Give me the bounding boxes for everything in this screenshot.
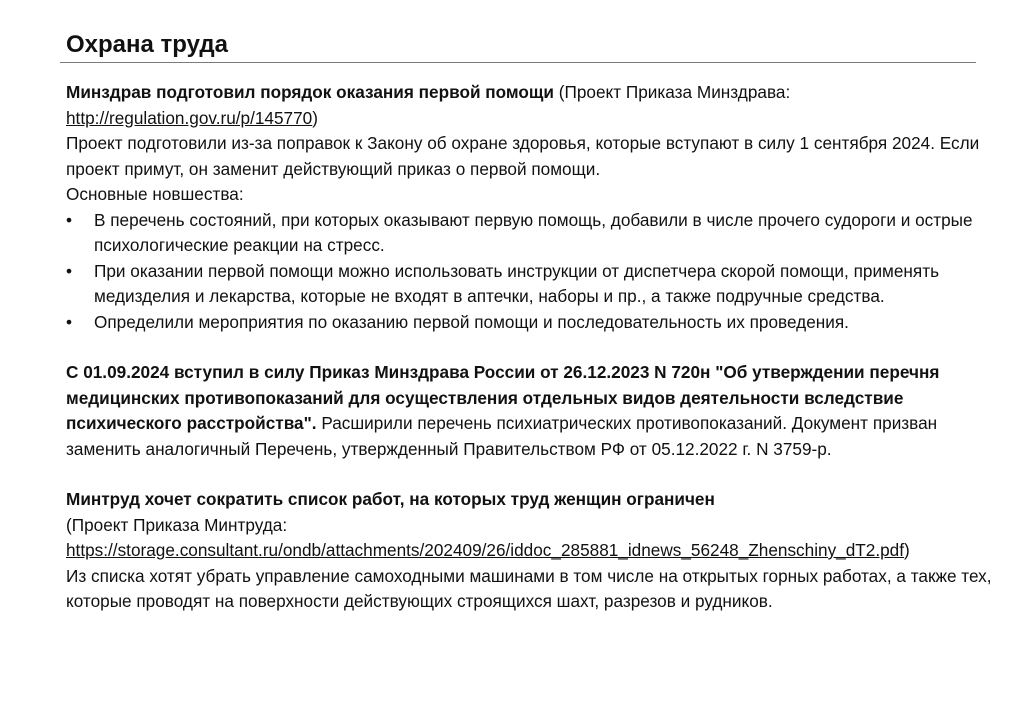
page-title: Охрана труда [66, 31, 228, 58]
list-item-text: В перечень состояний, при которых оказывают первую помощь, добавили в числе прочего судороги и острые психологические реакции на стресс. [94, 209, 973, 255]
section-women-work-heading: Минтруд хочет сократить список работ, на которых труд женщин ограничен [66, 489, 715, 509]
section-first-aid-ref-prefix: (Проект Приказа Минздрава: [558, 82, 791, 102]
section-psychiatric-text: Расширили перечень психиатрических противопоказаний. Документ призван заменить аналогичный Перечень, утвержденный Правительством РФ от 05.12.2022 г. N 3759-р. [66, 413, 938, 459]
section-first-aid-ref-suffix: ) [312, 107, 318, 128]
section-first-aid-header [66, 80, 996, 131]
bullet-icon: • [66, 209, 73, 230]
section-women-work-link-line [66, 538, 996, 564]
section-psychiatric-heading: С 01.09.2024 вступил в силу Приказ Минздрава России от 26.12.2023 N 720н "Об утверждении перечня медицинских противопоказаний для осуществления отдельных видов деятельности вследствие психического расстройства". [66, 362, 940, 433]
section-women-work-ref-line: (Проект Приказа Минтруда: [66, 514, 288, 535]
list-item [66, 310, 996, 336]
title-divider [60, 62, 976, 63]
section-women-work [66, 487, 996, 615]
section-first-aid-heading: Минздрав подготовил порядок оказания первой помощи [66, 82, 554, 102]
section-first-aid-list-intro: Основные новшества: [66, 184, 244, 204]
document-body [66, 80, 996, 615]
section-first-aid-paragraph: Проект подготовили из-за поправок к Закону об охране здоровья, которые вступают в силу 1 сентября 2024. Если проект примут, он заменит действующий приказ о первой помощи. [66, 133, 980, 179]
list-item-text: Определили мероприятия по оказанию первой помощи и последовательность их проведения. [94, 311, 849, 332]
regulation-link[interactable]: http://regulation.gov.ru/p/145770 [66, 107, 313, 128]
list-item-text: При оказании первой помощи можно использовать инструкции от диспетчера скорой помощи, применять медизделия и лекарства, которые не входят в аптечки, наборы и пр., а также подручные средства. [94, 260, 940, 306]
bullet-icon: • [66, 260, 73, 281]
section-women-work-paragraph: Из списка хотят убрать управление самоходными машинами в том числе на открытых горных работах, а также тех, которые проводят на поверхности действующих строящихся шахт, разрезов и рудников. [66, 565, 992, 611]
bullet-icon: • [66, 311, 73, 332]
consultant-attachment-link[interactable]: https://storage.consultant.ru/ondb/attachments/202409/26/iddoc_285881_idnews_56248_Zhenschiny_dT2.pdf [66, 540, 905, 560]
section-first-aid [66, 80, 996, 335]
first-aid-novelties-list [66, 208, 996, 336]
section-psychiatric-paragraph [66, 360, 996, 462]
list-item [66, 259, 996, 310]
section-women-work-ref-suffix: ) [904, 540, 910, 560]
section-psychiatric-contraindications [66, 360, 996, 462]
list-item [66, 208, 996, 259]
section-women-work-heading-line [66, 487, 996, 513]
